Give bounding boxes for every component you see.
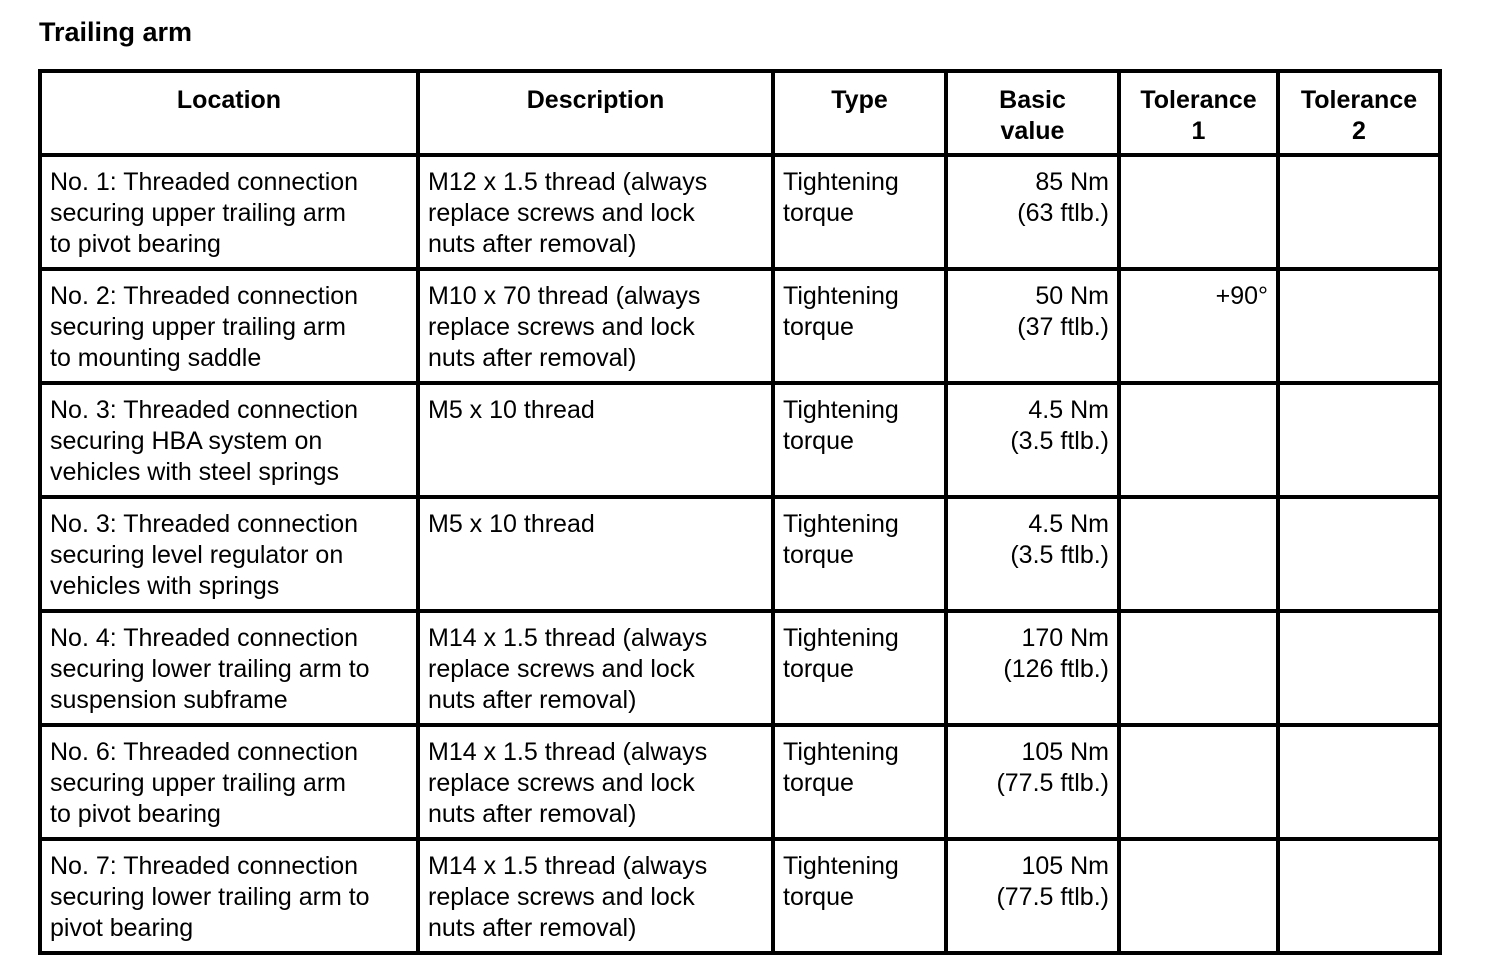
cell-location: No. 6: Threaded connection securing upper trailing arm to pivot bearing bbox=[42, 727, 420, 841]
cell-type: Tightening torque bbox=[775, 613, 948, 727]
cell-tolerance-1: +90° bbox=[1121, 271, 1280, 385]
cell-basic-value: 4.5 Nm (3.5 ftlb.) bbox=[948, 385, 1121, 499]
cell-basic-value: 105 Nm (77.5 ftlb.) bbox=[948, 841, 1121, 955]
table-row bbox=[42, 271, 1442, 385]
cell-basic-value: 85 Nm (63 ftlb.) bbox=[948, 157, 1121, 271]
header-basic-value: Basic value bbox=[948, 73, 1121, 157]
cell-basic-value: 105 Nm (77.5 ftlb.) bbox=[948, 727, 1121, 841]
cell-type: Tightening torque bbox=[775, 157, 948, 271]
table-row bbox=[42, 613, 1442, 727]
cell-type: Tightening torque bbox=[775, 499, 948, 613]
cell-tolerance-2 bbox=[1280, 157, 1442, 271]
cell-tolerance-2 bbox=[1280, 841, 1442, 955]
cell-location: No. 2: Threaded connection securing upper trailing arm to mounting saddle bbox=[42, 271, 420, 385]
cell-tolerance-1 bbox=[1121, 499, 1280, 613]
page-title: Trailing arm bbox=[39, 17, 193, 47]
cell-type: Tightening torque bbox=[775, 271, 948, 385]
cell-tolerance-1 bbox=[1121, 613, 1280, 727]
cell-basic-value: 170 Nm (126 ftlb.) bbox=[948, 613, 1121, 727]
cell-description: M5 x 10 thread bbox=[420, 385, 775, 499]
header-description: Description bbox=[420, 73, 775, 157]
cell-basic-value: 50 Nm (37 ftlb.) bbox=[948, 271, 1121, 385]
table-row bbox=[42, 157, 1442, 271]
cell-description: M14 x 1.5 thread (always replace screws and lock nuts after removal) bbox=[420, 841, 775, 955]
cell-tolerance-1 bbox=[1121, 727, 1280, 841]
cell-basic-value: 4.5 Nm (3.5 ftlb.) bbox=[948, 499, 1121, 613]
header-location: Location bbox=[42, 73, 420, 157]
cell-location: No. 3: Threaded connection securing level regulator on vehicles with springs bbox=[42, 499, 420, 613]
cell-type: Tightening torque bbox=[775, 727, 948, 841]
cell-location: No. 4: Threaded connection securing lower trailing arm to suspension subframe bbox=[42, 613, 420, 727]
table-row bbox=[42, 841, 1442, 955]
cell-description: M14 x 1.5 thread (always replace screws and lock nuts after removal) bbox=[420, 613, 775, 727]
header-tolerance-2: Tolerance 2 bbox=[1280, 73, 1442, 157]
torque-spec-table bbox=[38, 69, 1442, 955]
cell-tolerance-1 bbox=[1121, 841, 1280, 955]
table-row bbox=[42, 385, 1442, 499]
cell-tolerance-2 bbox=[1280, 385, 1442, 499]
cell-tolerance-2 bbox=[1280, 613, 1442, 727]
cell-description: M10 x 70 thread (always replace screws and lock nuts after removal) bbox=[420, 271, 775, 385]
table-row bbox=[42, 727, 1442, 841]
cell-location: No. 7: Threaded connection securing lower trailing arm to pivot bearing bbox=[42, 841, 420, 955]
cell-tolerance-2 bbox=[1280, 499, 1442, 613]
cell-description: M12 x 1.5 thread (always replace screws and lock nuts after removal) bbox=[420, 157, 775, 271]
cell-description: M5 x 10 thread bbox=[420, 499, 775, 613]
table-header-row bbox=[42, 73, 1442, 157]
cell-location: No. 1: Threaded connection securing upper trailing arm to pivot bearing bbox=[42, 157, 420, 271]
header-tolerance-1: Tolerance 1 bbox=[1121, 73, 1280, 157]
table-row bbox=[42, 499, 1442, 613]
cell-tolerance-1 bbox=[1121, 385, 1280, 499]
cell-tolerance-2 bbox=[1280, 271, 1442, 385]
cell-description: M14 x 1.5 thread (always replace screws and lock nuts after removal) bbox=[420, 727, 775, 841]
cell-tolerance-2 bbox=[1280, 727, 1442, 841]
cell-type: Tightening torque bbox=[775, 841, 948, 955]
cell-type: Tightening torque bbox=[775, 385, 948, 499]
cell-tolerance-1 bbox=[1121, 157, 1280, 271]
cell-location: No. 3: Threaded connection securing HBA system on vehicles with steel springs bbox=[42, 385, 420, 499]
header-type: Type bbox=[775, 73, 948, 157]
